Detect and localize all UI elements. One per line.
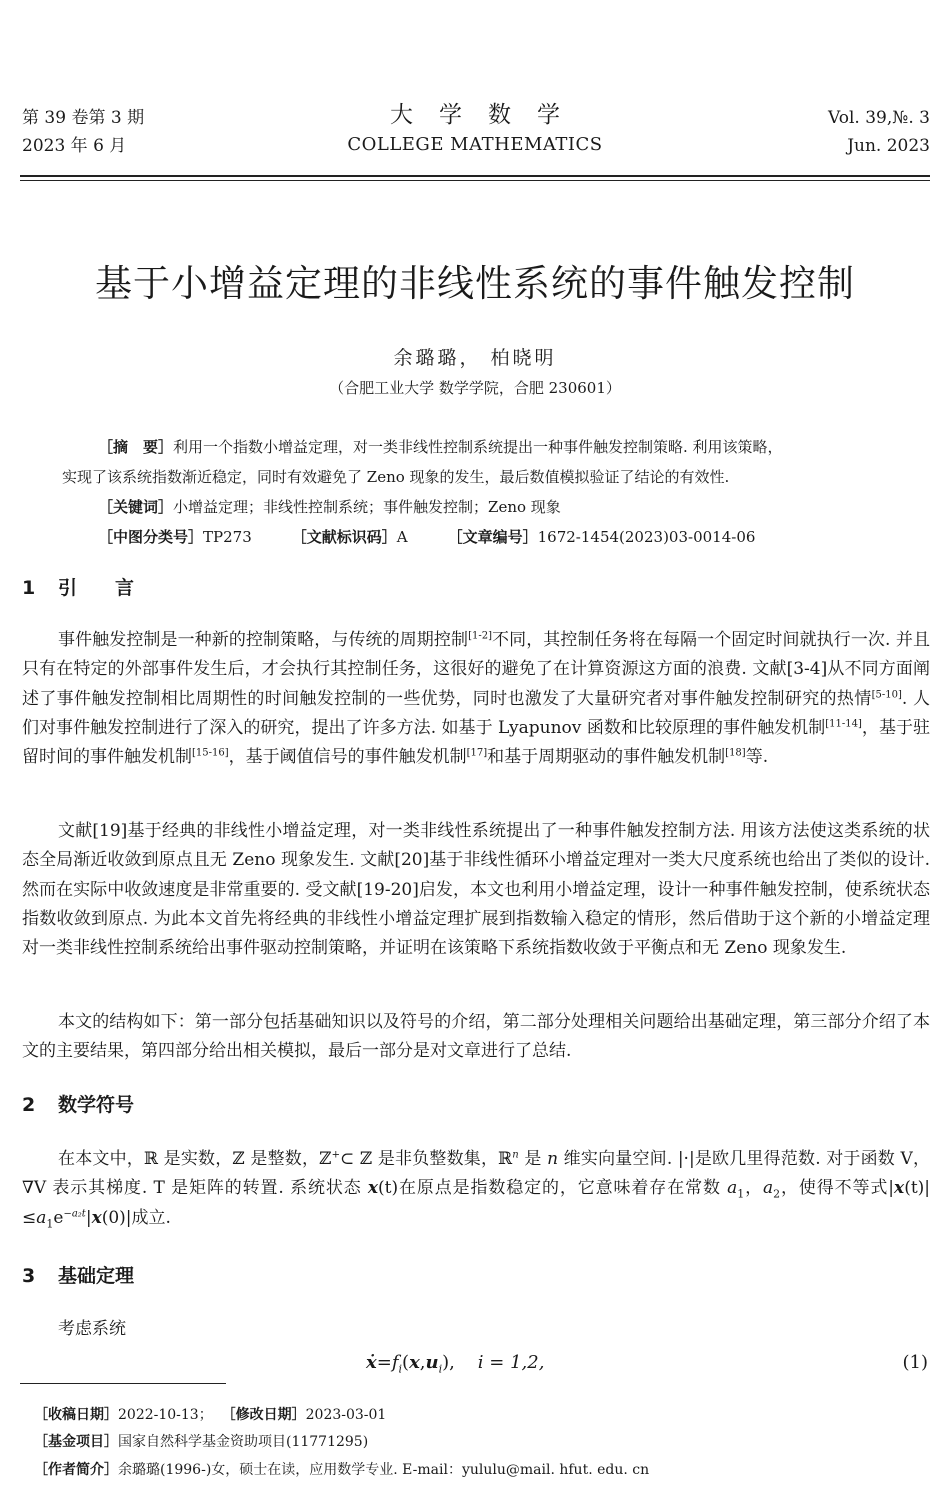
classification-line: [62, 522, 892, 552]
footnote-rule: [20, 1383, 226, 1384]
author-bio-text: 余璐璐(1996-)女，硕士在读，应用数学专业. E-mail：yululu@mail. hfut. edu. cn: [118, 1462, 650, 1478]
equation-body: $ẋ=f_i(x,u_i)$, i = 1,2,: [366, 1352, 545, 1376]
section-number: 1: [22, 577, 36, 599]
abstract-label: ［摘 要］: [98, 438, 174, 456]
author-bio-label: ［作者简介］: [34, 1462, 118, 1478]
paper-title: 基于小增益定理的非线性系统的事件触发控制: [95, 262, 855, 305]
publish-date-cn: 2023 年 6 月: [22, 136, 127, 156]
clc-label: ［中图分类号］: [98, 528, 204, 546]
section-heading-intro: [22, 574, 134, 602]
intro-paragraph-3: 本文的结构如下：第一部分包括基础知识以及符号的介绍，第二部分处理相关问题给出基础定理，第三部分介绍了本文的主要结果，第四部分给出相关模拟，最后一部分是对文章进行了总结.: [22, 1012, 930, 1062]
journal-name-en: COLLEGE MATHEMATICS: [347, 134, 603, 155]
section-heading-notation: [22, 1091, 134, 1119]
abstract-text-1: 利用一个指数小增益定理，对一类非线性控制系统提出一种事件触发控制策略. 利用该策略，: [173, 438, 783, 456]
header-center: [0, 98, 950, 158]
citation: [15-16]: [192, 747, 229, 759]
section-title: 数学符号: [58, 1094, 135, 1116]
abstract-line-2: 实现了该系统指数渐近稳定，同时有效避免了 Zeno 现象的发生，最后数值模拟验证了结论的有效性.: [62, 468, 730, 486]
doc-code-value: A: [396, 528, 408, 546]
volume-issue: 第 39 卷第 3 期: [22, 108, 145, 128]
doc-code-label: ［文献标识码］: [291, 528, 397, 546]
volume-issue-en: Vol. 39,№. 3: [828, 108, 930, 128]
consider-system-text: 考虑系统: [58, 1319, 126, 1339]
publish-date-en: Jun. 2023: [847, 136, 930, 156]
keywords-line: [62, 492, 892, 522]
section-number: 3: [22, 1265, 36, 1287]
equation-number: (1): [902, 1352, 928, 1373]
section-number: 2: [22, 1094, 36, 1116]
revised-label: ［修改日期］: [221, 1407, 306, 1423]
citation: [1-2]: [468, 630, 492, 642]
fund-text: 国家自然科学基金资助项目(11771295): [118, 1434, 369, 1450]
paper-authors: 余璐璐， 柏晓明: [393, 347, 557, 369]
article-id-label: ［文章编号］: [447, 528, 538, 546]
keywords-text: 小增益定理；非线性控制系统；事件触发控制；Zeno 现象: [173, 498, 561, 516]
fund-label: ［基金项目］: [34, 1434, 118, 1450]
citation: [5-10]: [871, 688, 902, 700]
section-title: 基础定理: [58, 1265, 135, 1287]
header-rule-thick: [20, 175, 930, 177]
received-date: 2022-10-13；: [118, 1407, 213, 1423]
clc-value: TP273: [203, 528, 252, 546]
citation: [11-14]: [825, 718, 862, 730]
intro-paragraph-1: 事件触发控制是一种新的控制策略，与传统的周期控制[1-2]不同，其控制任务将在每隔一个固定时间就执行一次. 并且只有在特定的外部事件发生后，才会执行其控制任务，这很好的避免了在计算资源这方面的浪费. 文献[3-4]从不同方面阐述了事件触发控制相比周期性的时间触发控制的一些优势，同时也激发了大量研究者对事件触发控制研究的热情[5-10]. 人们对事件触发控制进行了深入的研究，提出了许多方法. 如基于 Lyapunov 函数和比较原理的事件触发机制[11-14]，基于驻留时间的事件触发机制[15-16]，基于阈值信号的事件触发机制[17]和基于周期驱动的事件触发机制[18]等.: [22, 630, 931, 768]
footnote-fund: [34, 1431, 368, 1453]
footnote-author: [34, 1459, 649, 1481]
intro-paragraph-2: 文献[19]基于经典的非线性小增益定理，对一类非线性系统提出了一种事件触发控制方法. 用该方法使这类系统的状态全局渐近收敛到原点且无 Zeno 现象发生. 文献[20]基于非线性循环小增益定理对一类大尺度系统也给出了类似的设计. 然而在实际中收敛速度是非常重要的. 受文献[19-20]启发，本文也利用小增益定理，设计一种事件触发控制，使系统状态指数收敛到原点. 为此本文首先将经典的非线性小增益定理扩展到指数输入稳定的情形，然后借助于这个新的小增益定理对一类非线性控制系统给出事件驱动控制策略，并证明在该策略下系统指数收敛于平衡点和无 Zeno 现象发生.: [22, 821, 930, 959]
keywords-label: ［关键词］: [98, 498, 174, 516]
header-right: [828, 104, 930, 160]
journal-name-cn: 大学数学: [390, 102, 586, 128]
article-id-value: 1672-1454(2023)03-0014-06: [537, 528, 756, 546]
received-label: ［收稿日期］: [34, 1407, 118, 1423]
notation-paragraph: 在本文中，ℝ 是实数，ℤ 是整数，ℤ+⊂ ℤ 是非负整数集，ℝ$^n$ 是 n 维实向量空间. |·|是欧几里得范数. 对于函数 V，∇V 表示其梯度. T 是矩阵的转置. 系统状态 x(t)在原点是指数稳定的，它意味着存在常数 $a_1$，$a_2$，使得不等式$|x(t)|\le a_1e^{-a_2t}|x(0)|$成立.: [22, 1149, 931, 1230]
citation: [18]: [725, 747, 746, 759]
abstract-line-1: [62, 432, 892, 462]
section-title: 引 言: [58, 577, 135, 599]
citation: [17]: [466, 747, 488, 759]
section-heading-basic-theorem: [22, 1262, 134, 1290]
header-rule-thin: [20, 180, 930, 181]
footnote-dates: [34, 1404, 386, 1426]
abstract-block: [62, 432, 892, 552]
revised-date: 2023-03-01: [305, 1407, 387, 1423]
author-affiliation: （合肥工业大学 数学学院，合肥 230601）: [329, 379, 621, 397]
